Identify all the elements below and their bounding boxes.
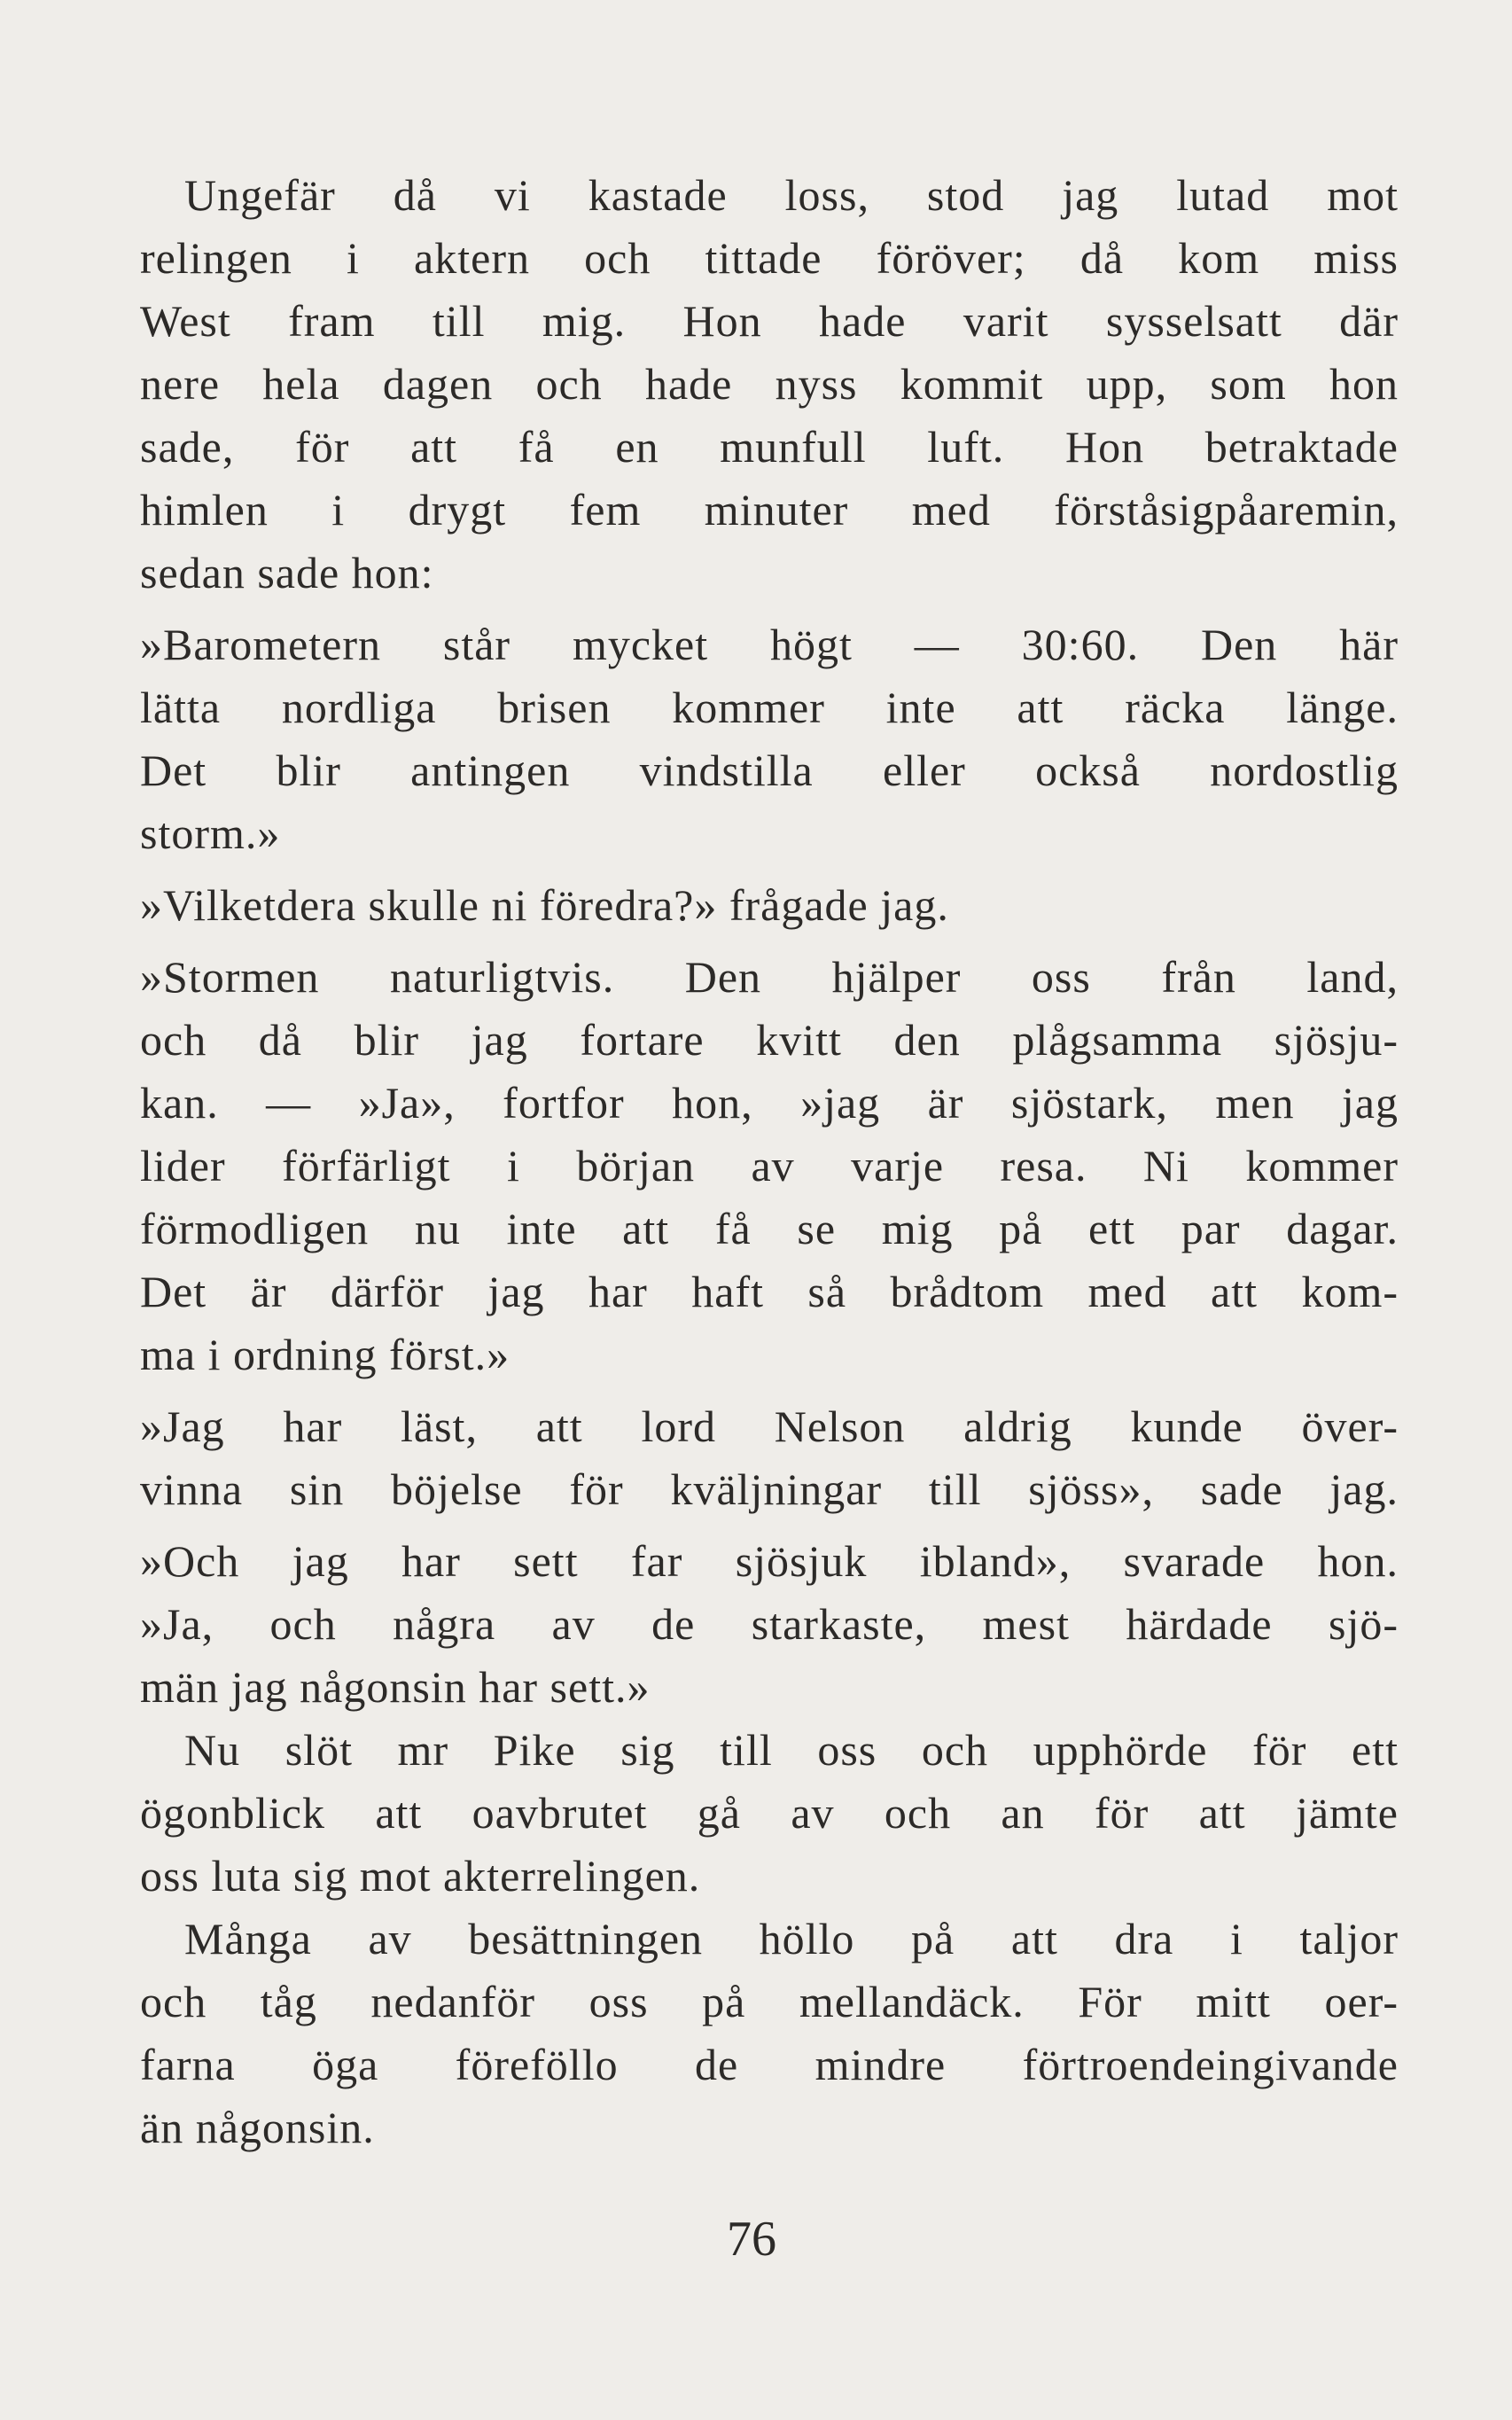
text-line: ma i ordning först.»: [140, 1330, 510, 1379]
paragraph: [140, 1395, 1399, 1521]
text-line: sade, för att få en munfull luft. Hon betraktade: [140, 422, 1399, 472]
text-line: Det är därför jag har haft så brådtom med att kom-: [140, 1267, 1399, 1316]
text-line: kan. — »Ja», fortfor hon, »jag är sjöstark, men jag: [140, 1078, 1399, 1128]
text-line: sedan sade hon:: [140, 548, 434, 597]
text-line: »Vilketdera skulle ni föredra?» frågade jag.: [140, 880, 949, 930]
text-line: »Barometern står mycket högt — 30:60. Den här: [140, 620, 1399, 669]
text-line: »Jag har läst, att lord Nelson aldrig kunde över-: [140, 1401, 1399, 1451]
text-line: förmodligen nu inte att få se mig på ett par dagar.: [140, 1204, 1399, 1253]
text-line: Det blir antingen vindstilla eller också nordostlig: [140, 746, 1399, 795]
text-line: och då blir jag fortare kvitt den plågsamma sjösju-: [140, 1015, 1399, 1065]
text-line: ögonblick att oavbrutet gå av och an för att jämte: [140, 1788, 1399, 1838]
text-line: Nu slöt mr Pike sig till oss och upphörde för ett: [184, 1725, 1399, 1775]
text-line: West fram till mig. Hon hade varit sysselsatt där: [140, 296, 1399, 346]
paragraph: [140, 1530, 1399, 2159]
text-line: lider förfärligt i början av varje resa. Ni kommer: [140, 1141, 1399, 1190]
body-text: [140, 164, 1399, 2159]
text-line: Ungefär då vi kastade loss, stod jag lutad mot: [184, 170, 1399, 220]
text-line: himlen i drygt fem minuter med förståsigpåaremin,: [140, 485, 1399, 535]
text-line: relingen i aktern och tittade föröver; då kom miss: [140, 233, 1399, 283]
text-line: vinna sin böjelse för kväljningar till sjöss», sade jag.: [140, 1464, 1399, 1514]
paragraph: [140, 613, 1399, 865]
paragraph: [140, 164, 1399, 605]
text-line: och tåg nedanför oss på mellandäck. För mitt oer-: [140, 1977, 1399, 2026]
text-line: lätta nordliga brisen kommer inte att räcka länge.: [140, 683, 1399, 732]
text-line: farna öga föreföllo de mindre förtroendeingivande: [140, 2040, 1399, 2089]
text-line: oss luta sig mot akterrelingen.: [140, 1851, 701, 1901]
text-line: än någonsin.: [140, 2103, 375, 2152]
text-line: »Och jag har sett far sjösjuk ibland», svarade hon.: [140, 1536, 1399, 1586]
text-line: Många av besättningen höllo på att dra i taljor: [184, 1914, 1399, 1963]
paragraph: [140, 946, 1399, 1386]
text-line: storm.»: [140, 808, 281, 858]
paragraph: [140, 874, 1399, 937]
text-line: »Stormen naturligtvis. Den hjälper oss från land,: [140, 952, 1399, 1002]
text-line: män jag någonsin har sett.»: [140, 1662, 651, 1712]
page-number: 76: [727, 2212, 776, 2267]
text-line: nere hela dagen och hade nyss kommit upp, som hon: [140, 359, 1399, 409]
text-line: »Ja, och några av de starkaste, mest härdade sjö-: [140, 1599, 1399, 1649]
